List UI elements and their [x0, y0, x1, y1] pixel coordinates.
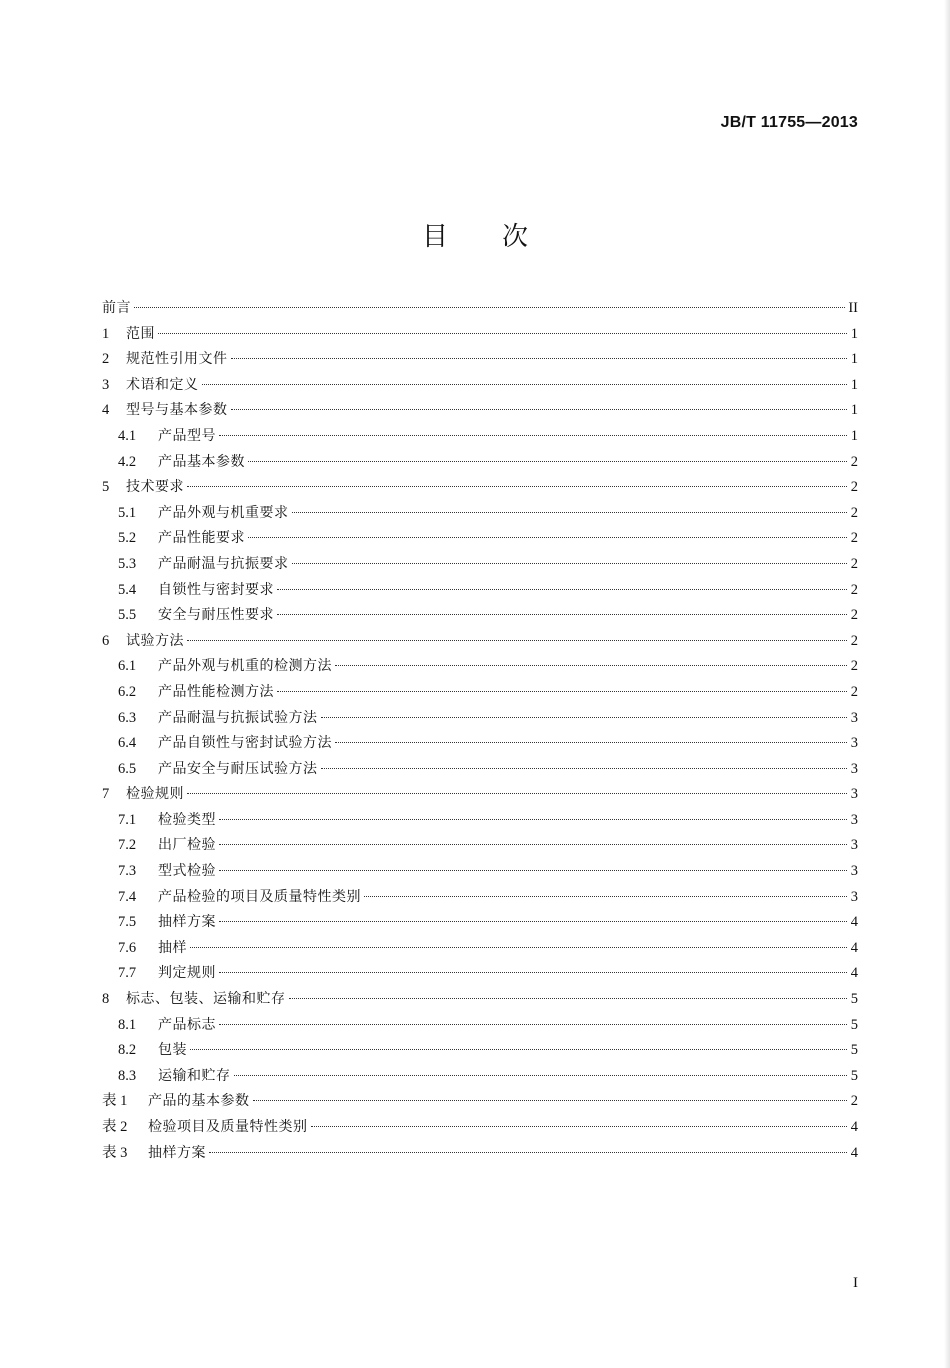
toc-entry[interactable]	[102, 501, 858, 527]
toc-entry-label: 自锁性与密封要求	[158, 581, 274, 598]
toc-title-char-1: 目	[421, 222, 448, 252]
toc-dot-leader	[292, 562, 848, 564]
toc-dot-leader	[234, 1074, 848, 1076]
toc-entry-label: 抽样	[158, 939, 187, 956]
toc-entry-page: 2	[850, 683, 858, 700]
toc-entry[interactable]	[102, 322, 858, 348]
toc-entry-page: 1	[850, 376, 858, 393]
toc-entry[interactable]	[102, 782, 858, 808]
toc-entry[interactable]	[102, 1089, 858, 1115]
toc-entry-number: 表 3	[102, 1144, 128, 1161]
toc-entry-number: 7.3	[118, 863, 137, 880]
toc-entry-label: 产品性能检测方法	[158, 683, 274, 700]
toc-entry-page: 4	[850, 939, 858, 956]
toc-entry-label: 运输和贮存	[158, 1067, 231, 1084]
toc-entry[interactable]	[102, 424, 858, 450]
toc-entry-label: 检验类型	[158, 811, 216, 828]
toc-entry-page: 2	[850, 530, 858, 547]
toc-entry-page: 3	[850, 760, 858, 777]
standard-code: JB/T 11755—2013	[720, 114, 858, 131]
toc-entry-number: 8	[102, 991, 110, 1008]
toc-entry-number: 5.4	[118, 581, 137, 598]
toc-entry[interactable]	[102, 1141, 858, 1167]
toc-dot-leader	[248, 536, 847, 538]
toc-title-char-2: 次	[502, 222, 529, 252]
toc-entry-label: 产品标志	[158, 1016, 216, 1033]
toc-entry[interactable]	[102, 398, 858, 424]
toc-entry-label: 技术要求	[126, 479, 184, 496]
toc-dot-leader	[289, 997, 848, 999]
toc-entry-number: 7	[102, 786, 110, 803]
toc-entry[interactable]	[102, 936, 858, 962]
toc-entry-page: 2	[850, 607, 858, 624]
toc-entry[interactable]	[102, 603, 858, 629]
toc-dot-leader	[190, 1048, 847, 1050]
toc-entry-label: 产品性能要求	[158, 530, 245, 547]
toc-entry-number: 6.2	[118, 683, 137, 700]
toc-entry[interactable]	[102, 296, 858, 322]
toc-list	[102, 296, 858, 1166]
toc-dot-leader	[277, 690, 847, 692]
toc-dot-leader	[335, 741, 847, 743]
toc-entry[interactable]	[102, 987, 858, 1013]
toc-entry-number: 5	[102, 479, 110, 496]
toc-entry[interactable]	[102, 1038, 858, 1064]
toc-dot-leader	[187, 792, 847, 794]
toc-entry-label: 安全与耐压性要求	[158, 607, 274, 624]
toc-entry-page: 3	[850, 888, 858, 905]
toc-entry-page: 2	[850, 1093, 858, 1110]
toc-dot-leader	[190, 946, 847, 948]
toc-entry-number: 7.5	[118, 914, 137, 931]
toc-entry-label: 出厂检验	[158, 837, 216, 854]
toc-entry-label: 产品耐温与抗振试验方法	[158, 709, 318, 726]
toc-entry-page: 1	[850, 325, 858, 342]
toc-entry-page: 3	[850, 811, 858, 828]
toc-entry-label: 范围	[126, 325, 155, 342]
toc-entry-number: 7.6	[118, 939, 137, 956]
toc-entry-page: 2	[850, 632, 858, 649]
toc-entry-label: 包装	[158, 1042, 187, 1059]
toc-entry-number: 7.2	[118, 837, 137, 854]
toc-dot-leader	[187, 485, 847, 487]
toc-dot-leader	[321, 716, 848, 718]
toc-dot-leader	[231, 408, 848, 410]
page-edge-shadow	[944, 0, 950, 1368]
toc-entry-page: 1	[850, 402, 858, 419]
toc-entry[interactable]	[102, 859, 858, 885]
toc-dot-leader	[219, 434, 847, 436]
toc-entry[interactable]	[102, 731, 858, 757]
toc-entry[interactable]	[102, 475, 858, 501]
toc-entry-number: 6.3	[118, 709, 137, 726]
toc-entry-page: 3	[850, 709, 858, 726]
toc-dot-leader	[292, 511, 848, 513]
toc-entry-page: 2	[850, 479, 858, 496]
toc-entry-label: 产品自锁性与密封试验方法	[158, 735, 332, 752]
toc-entry-label: 产品检验的项目及质量特性类别	[158, 888, 361, 905]
toc-dot-leader	[311, 1125, 848, 1127]
toc-dot-leader	[209, 1151, 847, 1153]
toc-entry-number: 2	[102, 351, 110, 368]
toc-entry[interactable]	[102, 1013, 858, 1039]
toc-entry-label: 检验规则	[126, 786, 184, 803]
toc-entry-page: 5	[850, 991, 858, 1008]
toc-entry[interactable]	[102, 552, 858, 578]
toc-dot-leader	[219, 869, 847, 871]
toc-entry-page: 4	[850, 914, 858, 931]
toc-entry-label: 产品型号	[158, 427, 216, 444]
toc-entry-number: 1	[102, 325, 110, 342]
toc-entry[interactable]	[102, 1115, 858, 1141]
toc-entry-number: 8.2	[118, 1042, 137, 1059]
toc-entry-label: 产品安全与耐压试验方法	[158, 760, 318, 777]
toc-dot-leader	[321, 767, 848, 769]
toc-entry-number: 6.5	[118, 760, 137, 777]
toc-entry-page: 2	[850, 658, 858, 675]
toc-entry-page: 2	[850, 453, 858, 470]
toc-entry-label: 产品外观与机重要求	[158, 504, 289, 521]
toc-entry[interactable]	[102, 347, 858, 373]
toc-entry-label: 产品基本参数	[158, 453, 245, 470]
toc-entry-label: 抽样方案	[158, 914, 216, 931]
toc-entry-page: II	[848, 300, 858, 316]
toc-entry-label: 判定规则	[158, 965, 216, 982]
toc-entry[interactable]	[102, 910, 858, 936]
toc-dot-leader	[253, 1099, 848, 1101]
toc-entry-page: 5	[850, 1042, 858, 1059]
toc-dot-leader	[219, 920, 847, 922]
toc-entry-number: 4.2	[118, 453, 137, 470]
toc-dot-leader	[219, 1023, 847, 1025]
toc-entry-number: 7.1	[118, 811, 137, 828]
toc-entry-page: 4	[850, 965, 858, 982]
toc-entry-label: 标志、包装、运输和贮存	[126, 991, 286, 1008]
toc-entry-page: 3	[850, 735, 858, 752]
toc-entry[interactable]	[102, 833, 858, 859]
toc-dot-leader	[277, 613, 847, 615]
toc-entry-number: 4.1	[118, 427, 137, 444]
toc-entry-label: 试验方法	[126, 632, 184, 649]
toc-entry-label: 产品耐温与抗振要求	[158, 555, 289, 572]
toc-entry-number: 6.4	[118, 735, 137, 752]
toc-entry-number: 6.1	[118, 658, 137, 675]
toc-dot-leader	[187, 639, 847, 641]
toc-dot-leader	[231, 357, 848, 359]
toc-entry-label: 型号与基本参数	[126, 402, 228, 419]
toc-entry-page: 4	[850, 1144, 858, 1161]
toc-entry[interactable]	[102, 757, 858, 783]
toc-entry-label: 产品外观与机重的检测方法	[158, 658, 332, 675]
toc-entry-page: 5	[850, 1016, 858, 1033]
toc-entry-label: 产品的基本参数	[148, 1093, 250, 1110]
toc-dot-leader	[134, 306, 845, 308]
toc-entry[interactable]	[102, 680, 858, 706]
toc-entry-page: 2	[850, 555, 858, 572]
toc-entry[interactable]	[102, 808, 858, 834]
toc-entry-page: 1	[850, 427, 858, 444]
toc-entry[interactable]	[102, 578, 858, 604]
toc-dot-leader	[158, 332, 847, 334]
toc-entry-number: 6	[102, 632, 110, 649]
toc-entry-label: 前言	[102, 300, 131, 316]
toc-entry-number: 8.1	[118, 1016, 137, 1033]
toc-dot-leader	[335, 664, 847, 666]
toc-entry-label: 抽样方案	[148, 1144, 206, 1161]
toc-entry[interactable]	[102, 1064, 858, 1090]
toc-dot-leader	[277, 588, 847, 590]
toc-entry[interactable]	[102, 961, 858, 987]
toc-entry-page: 3	[850, 786, 858, 803]
toc-entry-number: 5.1	[118, 504, 137, 521]
toc-entry-number: 表 1	[102, 1093, 128, 1110]
toc-dot-leader	[202, 383, 848, 385]
toc-entry-label: 术语和定义	[126, 376, 199, 393]
toc-entry[interactable]	[102, 526, 858, 552]
toc-entry[interactable]	[102, 450, 858, 476]
toc-entry[interactable]	[102, 706, 858, 732]
toc-entry[interactable]	[102, 373, 858, 399]
toc-title	[0, 216, 950, 253]
toc-entry-number: 3	[102, 376, 110, 393]
toc-entry-number: 5.2	[118, 530, 137, 547]
toc-entry[interactable]	[102, 885, 858, 911]
toc-dot-leader	[364, 895, 847, 897]
toc-entry-number: 4	[102, 402, 110, 419]
toc-dot-leader	[219, 818, 847, 820]
toc-entry-number: 8.3	[118, 1067, 137, 1084]
toc-entry-page: 5	[850, 1067, 858, 1084]
toc-dot-leader	[248, 460, 847, 462]
toc-entry-label: 规范性引用文件	[126, 351, 228, 368]
toc-entry-number: 5.5	[118, 607, 137, 624]
toc-entry-page: 2	[850, 581, 858, 598]
toc-entry[interactable]	[102, 654, 858, 680]
page-number: I	[853, 1275, 858, 1291]
toc-entry-page: 3	[850, 837, 858, 854]
toc-entry-page: 1	[850, 351, 858, 368]
toc-dot-leader	[219, 971, 847, 973]
toc-entry-page: 3	[850, 863, 858, 880]
toc-entry-page: 4	[850, 1119, 858, 1135]
toc-entry-number: 7.7	[118, 965, 137, 982]
toc-entry[interactable]	[102, 629, 858, 655]
toc-entry-label: 检验项目及质量特性类别	[148, 1119, 308, 1135]
toc-entry-number: 表 2	[102, 1119, 128, 1135]
toc-entry-label: 型式检验	[158, 863, 216, 880]
toc-entry-number: 7.4	[118, 888, 137, 905]
toc-entry-page: 2	[850, 504, 858, 521]
toc-dot-leader	[219, 843, 847, 845]
toc-entry-number: 5.3	[118, 555, 137, 572]
